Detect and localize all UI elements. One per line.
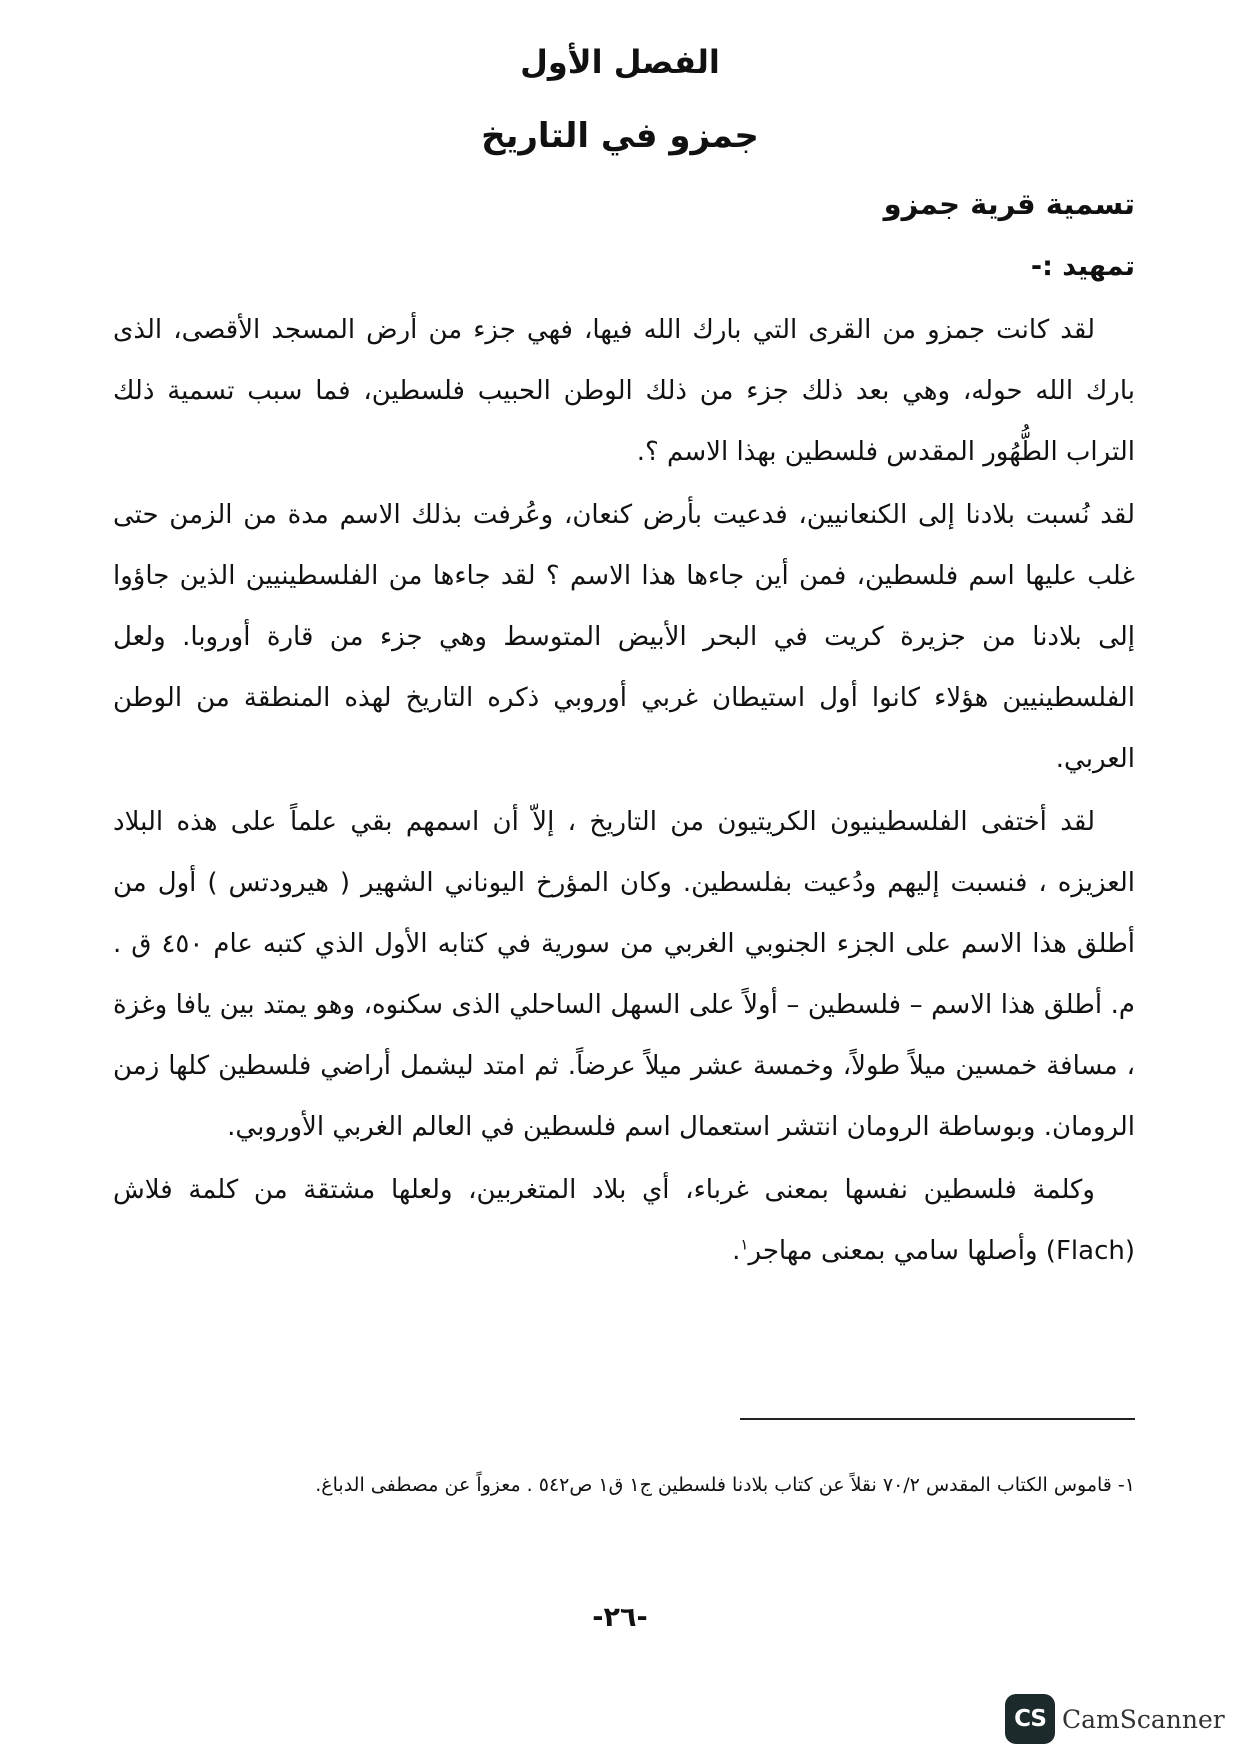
page-number: -٢٦- — [592, 1602, 648, 1633]
footnote-divider — [740, 1418, 1135, 1420]
chapter-label: الفصل الأول — [520, 43, 720, 81]
paragraph-3: لقد أختفى الفلسطينيون الكريتيون من التاريخ ، إلاّ أن اسمهم بقي علماً على هذه البلاد العزيزه ، فنسبت إليهم ودُعيت بفلسطين. وكان المؤرخ اليوناني الشهير ( هيرودتس ) أول من أطلق هذا الاسم على الجزء الجنوبي الغربي من سورية في كتابه الأول الذي كتبه عام ٤٥٠ ق . م. أطلق هذا الاسم – فلسطين – أولاً على السهل الساحلي الذى سكنوه، وهو يمتد بين يافا وغزة ، مسافة خمسين ميلاً طولاً، وخمسة عشر ميلاً عرضاً. ثم امتد ليشمل أراضي فلسطين كلها زمن الرومان. وبوساطة الرومان انتشر استعمال اسم فلسطين في العالم الغربي الأوروبي. — [113, 807, 1135, 1142]
camscanner-watermark — [1005, 1693, 1225, 1745]
body-text — [113, 300, 1135, 1282]
footnote: ١- قاموس الكتاب المقدس ٧٠/٢ نقلاً عن كتاب بلادنا فلسطين ج١ ق١ ص٥٤٢ . معزواً عن مصطفى الدباغ. — [315, 1474, 1135, 1496]
intro-heading: تمهيد :- — [1030, 251, 1135, 282]
paragraph-4 — [113, 1160, 1135, 1282]
paragraph-4-text: وكلمة فلسطين نفسها بمعنى غرباء، أي بلاد المتغربين، ولعلها مشتقة من كلمة فلاش (Flach) وأصلها سامي بمعنى مهاجر — [113, 1175, 1135, 1266]
camscanner-label: CamScanner — [1062, 1704, 1225, 1734]
paragraph-2: لقد نُسبت بلادنا إلى الكنعانيين، فدعيت بأرض كنعان، وعُرفت بذلك الاسم مدة من الزمن حتى غلب عليها اسم فلسطين، فمن أين جاءها هذا الاسم ؟ لقد جاءها من الفلسطينيين الذين جاؤوا إلى بلادنا من جزيرة كريت في البحر الأبيض المتوسط وهي جزء من قارة أوروبا. ولعل الفلسطينيين هؤلاء كانوا أول استيطان غربي أوروبي ذكره التاريخ لهذه المنطقة من الوطن العربي. — [113, 500, 1135, 774]
paragraph-1: لقد كانت جمزو من القرى التي بارك الله فيها، فهي جزء من أرض المسجد الأقصى، الذى بارك الله حوله، وهي بعد ذلك جزء من ذلك الوطن الحبيب فلسطين، فما سبب تسمية ذلك التراب الطُّهُور المقدس فلسطين بهذا الاسم ؟. — [113, 315, 1135, 467]
footnote-reference: ١ — [740, 1235, 749, 1254]
chapter-title: جمزو في التاريخ — [481, 116, 759, 156]
section-heading: تسمية قرية جمزو — [883, 187, 1135, 221]
camscanner-logo-icon: CS — [1005, 1694, 1055, 1744]
paragraph-4-end: . — [732, 1236, 741, 1266]
